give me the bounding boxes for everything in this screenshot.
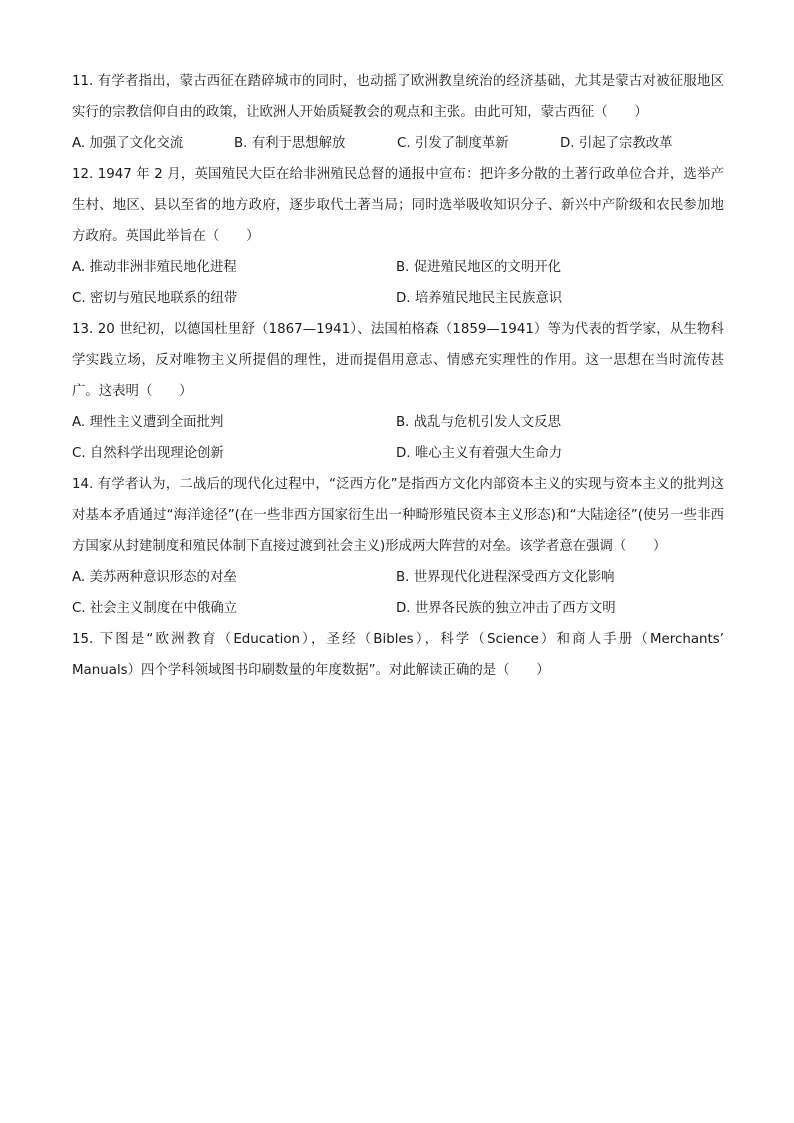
exam-page — [72, 66, 724, 686]
option-a[interactable]: A. 美苏两种意识形态的对垒 — [72, 570, 237, 585]
question-stem: 12. 1947 年 2 月，英国殖民大臣在给非洲殖民总督的通报中宣布：把许多分散的土著行政单位合并，选举产生村、地区、县以至省的地方政府，逐步取代土著当局；同时选举吸收知识分子、新兴中产阶级和农民参加地方政府。英国此举旨在（ ） — [72, 167, 724, 244]
option-a[interactable]: A. 理性主义遭到全面批判 — [72, 415, 224, 430]
question-stem: 11. 有学者指出，蒙古西征在踏碎城市的同时，也动摇了欧洲教皇统治的经济基础，尤其是蒙古对被征服地区实行的宗教信仰自由的政策，让欧洲人开始质疑教会的观点和主张。由此可知，蒙古西征（ ） — [72, 74, 724, 120]
question-stem: 13. 20 世纪初，以德国杜里舒（1867—1941）、法国柏格森（1859—1941）等为代表的哲学家，从生物科学实践立场，反对唯物主义所提倡的理性，进而提倡用意志、情感充实理性的作用。这一思想在当时流传甚广。这表明（ ） — [72, 322, 724, 399]
option-c[interactable]: C. 自然科学出现理论创新 — [72, 446, 224, 461]
option-d[interactable]: D. 唯心主义有着强大生命力 — [396, 446, 563, 461]
option-b[interactable]: B. 促进殖民地区的文明开化 — [396, 260, 561, 275]
option-c[interactable]: C. 引发了制度革新 — [397, 136, 509, 151]
question-12 — [72, 159, 724, 314]
option-b[interactable]: B. 世界现代化进程深受西方文化影响 — [396, 570, 615, 585]
option-b[interactable]: B. 战乱与危机引发人文反思 — [396, 415, 561, 430]
question-15 — [72, 624, 724, 686]
question-13 — [72, 314, 724, 469]
answer-options — [72, 562, 724, 624]
answer-options — [72, 128, 724, 159]
question-stem: 14. 有学者认为，二战后的现代化过程中，“泛西方化”是指西方文化内部资本主义的实现与资本主义的批判这对基本矛盾通过“海洋途径”(在一些非西方国家衍生出一种畸形殖民资本主义形态)和“大陆途径”(使另一些非西方国家从封建制度和殖民体制下直接过渡到社会主义)形成两大阵营的对垒。该学者意在强调（ ） — [72, 477, 724, 554]
option-b[interactable]: B. 有利于思想解放 — [234, 136, 346, 151]
question-stem: 15. 下图是“欧洲教育（Education），圣经（Bibles），科学（Science）和商人手册（Merchants’ Manuals）四个学科领域图书印刷数量的年度数据”。对此解读正确的是（ ） — [72, 632, 724, 678]
option-d[interactable]: D. 培养殖民地民主民族意识 — [396, 291, 563, 306]
option-a[interactable]: A. 加强了文化交流 — [72, 136, 184, 151]
option-a[interactable]: A. 推动非洲非殖民地化进程 — [72, 260, 237, 275]
option-d[interactable]: D. 世界各民族的独立冲击了西方文明 — [396, 601, 616, 616]
answer-options — [72, 407, 724, 469]
question-14 — [72, 469, 724, 624]
question-11 — [72, 66, 724, 159]
answer-options — [72, 252, 724, 314]
option-c[interactable]: C. 密切与殖民地联系的纽带 — [72, 291, 238, 306]
option-d[interactable]: D. 引起了宗教改革 — [560, 136, 673, 151]
option-c[interactable]: C. 社会主义制度在中俄确立 — [72, 601, 238, 616]
